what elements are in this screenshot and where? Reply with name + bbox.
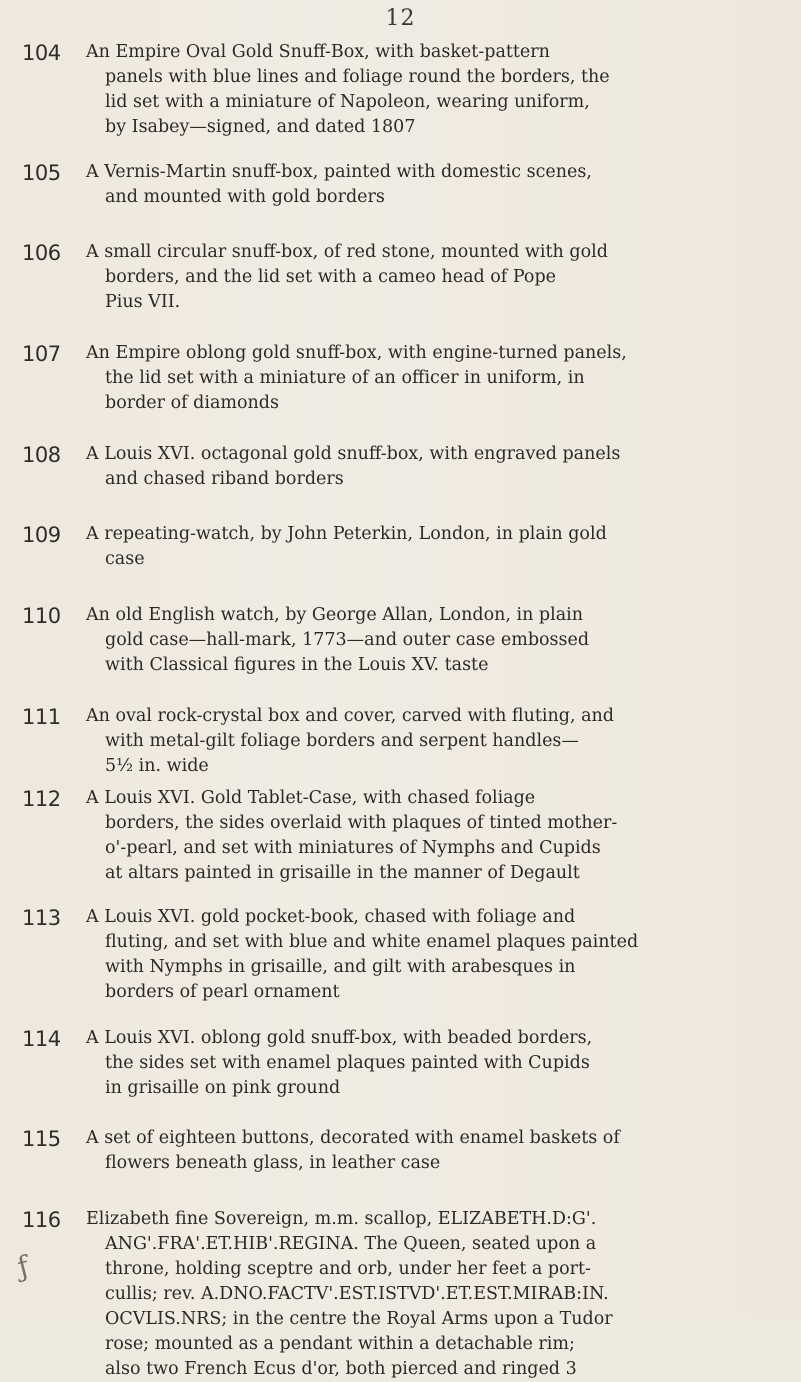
description-line: and chased riband borders	[105, 469, 344, 489]
description-line: A Louis XVI. Gold Tablet-Case, with chased foliage	[86, 788, 536, 808]
description-line: A small circular snuff-box, of red stone, mounted with gold	[86, 242, 608, 262]
description-line: An Empire Oval Gold Snuff-Box, with basket-pattern	[86, 42, 550, 62]
lot-number: 107	[22, 342, 61, 366]
description-line: the lid set with a miniature of an officer in uniform, in	[105, 368, 585, 388]
description-line: A repeating-watch, by John Peterkin, London, in plain gold	[86, 524, 607, 544]
lot-description	[86, 1026, 790, 1101]
description-line: also two French Ecus d'or, both pierced and ringed 3	[105, 1359, 577, 1379]
lot-description	[86, 522, 790, 572]
description-line: the sides set with enamel plaques painted with Cupids	[105, 1053, 590, 1073]
description-line: Elizabeth fine Sovereign, m.m. scallop, ELIZABETH.D:G'.	[86, 1209, 597, 1229]
description-line: rose; mounted as a pendant within a detachable rim;	[105, 1334, 575, 1354]
lot-description	[86, 1126, 790, 1176]
description-line: OCVLIS.NRS; in the centre the Royal Arms upon a Tudor	[105, 1309, 613, 1329]
description-line: in grisaille on pink ground	[105, 1078, 341, 1098]
lot-description	[86, 240, 790, 315]
lot-description	[86, 1207, 790, 1382]
lot-number: 116	[22, 1208, 61, 1232]
description-line: border of diamonds	[105, 393, 279, 413]
description-line: fluting, and set with blue and white enamel plaques painted	[105, 932, 639, 952]
description-line: at altars painted in grisaille in the manner of Degault	[105, 863, 580, 883]
lot-description	[86, 442, 790, 492]
page-number: 12	[385, 6, 416, 31]
description-line: 5½ in. wide	[105, 756, 209, 776]
description-line: ANG'.FRA'.ET.HIB'.REGINA. The Queen, seated upon a	[105, 1234, 597, 1254]
lot-description	[86, 40, 790, 140]
description-line: An oval rock-crystal box and cover, carved with fluting, and	[86, 706, 614, 726]
lot-number: 109	[22, 523, 61, 547]
lot-description	[86, 341, 790, 416]
description-line: A Louis XVI. oblong gold snuff-box, with beaded borders,	[86, 1028, 593, 1048]
lot-number: 114	[22, 1027, 61, 1051]
description-line: lid set with a miniature of Napoleon, wearing uniform,	[105, 92, 590, 112]
description-line: flowers beneath glass, in leather case	[105, 1153, 441, 1173]
description-line: case	[105, 549, 145, 569]
lot-number: 105	[22, 161, 61, 185]
description-line: Pius VII.	[105, 292, 181, 312]
description-line: gold case—hall-mark, 1773—and outer case embossed	[105, 630, 590, 650]
lot-number: 108	[22, 443, 61, 467]
pencil-mark: ƒ	[14, 1249, 33, 1284]
description-line: A Vernis-Martin snuff-box, painted with domestic scenes,	[86, 162, 592, 182]
description-line: by Isabey—signed, and dated 1807	[105, 117, 416, 137]
lot-number: 115	[22, 1127, 61, 1151]
lot-description	[86, 704, 790, 779]
description-line: panels with blue lines and foliage round the borders, the	[105, 67, 610, 87]
lot-number: 113	[22, 906, 61, 930]
description-line: borders of pearl ornament	[105, 982, 340, 1002]
description-line: o'-pearl, and set with miniatures of Nymphs and Cupids	[105, 838, 601, 858]
description-line: throne, holding sceptre and orb, under her feet a port-	[105, 1259, 591, 1279]
description-line: borders, the sides overlaid with plaques of tinted mother-	[105, 813, 618, 833]
lot-number: 112	[22, 787, 61, 811]
description-line: A Louis XVI. gold pocket-book, chased with foliage and	[86, 907, 576, 927]
description-line: and mounted with gold borders	[105, 187, 385, 207]
lot-number: 110	[22, 604, 61, 628]
description-line: A set of eighteen buttons, decorated with enamel baskets of	[86, 1128, 620, 1148]
description-line: cullis; rev. A.DNO.FACTV'.EST.ISTVD'.ET.EST.MIRAB:IN.	[105, 1284, 609, 1304]
description-line: with metal-gilt foliage borders and serpent handles—	[105, 731, 579, 751]
lot-description	[86, 603, 790, 678]
description-line: An old English watch, by George Allan, London, in plain	[86, 605, 584, 625]
lot-number: 106	[22, 241, 61, 265]
description-line: A Louis XVI. octagonal gold snuff-box, with engraved panels	[86, 444, 621, 464]
lot-description	[86, 160, 790, 210]
lot-description	[86, 786, 790, 886]
description-line: borders, and the lid set with a cameo head of Pope	[105, 267, 557, 287]
description-line: with Nymphs in grisaille, and gilt with arabesques in	[105, 957, 576, 977]
lot-number: 111	[22, 705, 61, 729]
description-line: An Empire oblong gold snuff-box, with engine-turned panels,	[86, 343, 627, 363]
lot-number: 104	[22, 41, 61, 65]
description-line: with Classical figures in the Louis XV. taste	[105, 655, 489, 675]
lot-description	[86, 905, 790, 1005]
